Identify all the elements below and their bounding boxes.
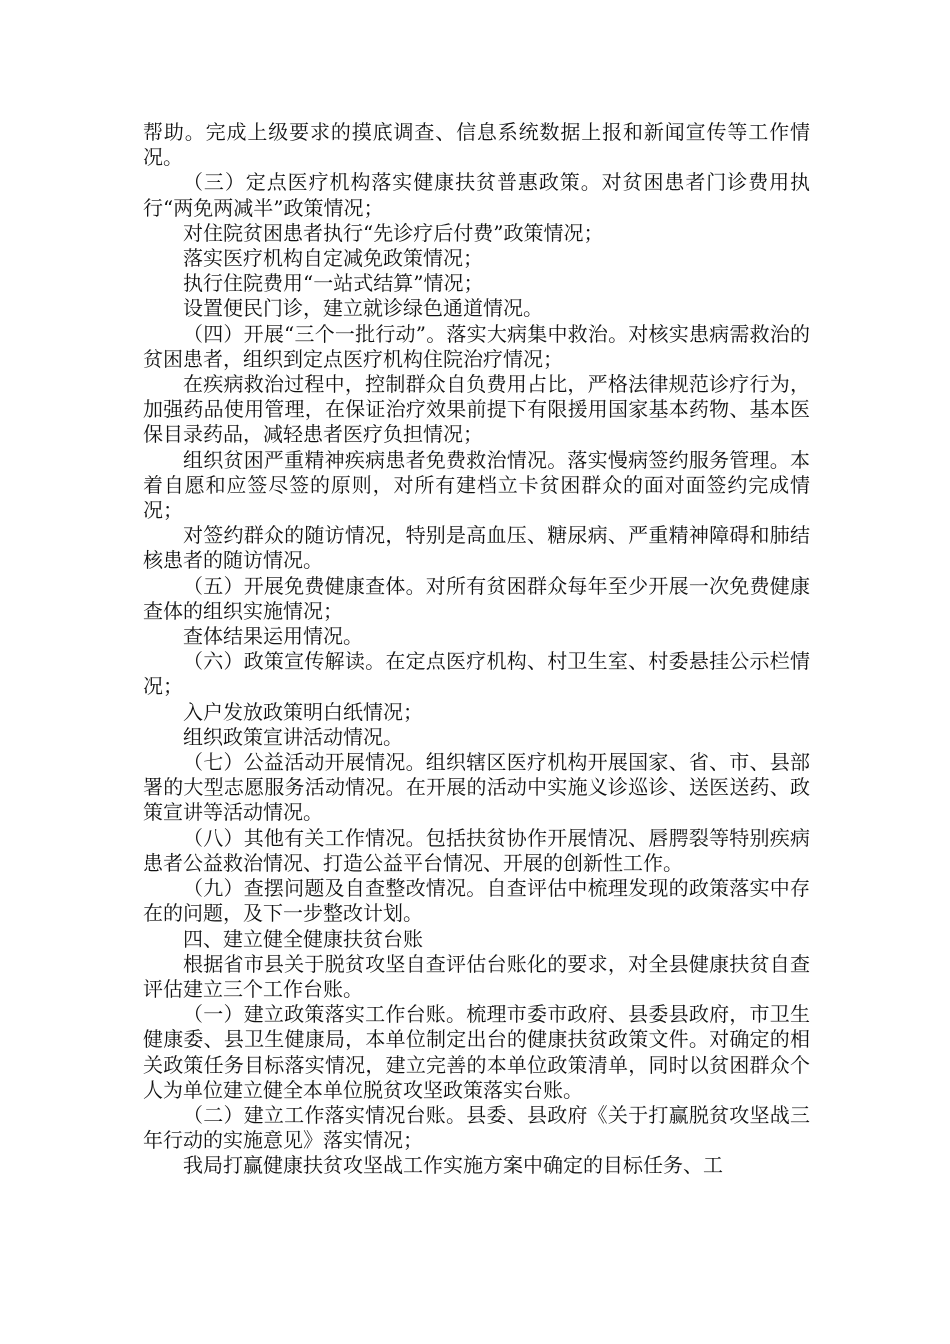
paragraph: 执行住院费用“一站式结算”情况；	[183, 271, 484, 296]
paragraph: 在疾病救治过程中，控制群众自负费用占比，严格法律规范诊疗行为，加强药品使用管理，在保证治疗效果前提下有限援用国家基本药物、基本医保目录药品，减轻患者医疗负担情况；	[143, 372, 810, 447]
document-page	[143, 120, 810, 1179]
paragraph-section-9: （九）查摆问题及自查整改情况。自查评估中梳理发现的政策落实中存在的问题，及下一步整改计划。	[143, 876, 810, 926]
paragraph: 我局打赢健康扶贫攻坚战工作实施方案中确定的目标任务、工	[183, 1153, 723, 1178]
paragraph: 入户发放政策明白纸情况；	[183, 699, 423, 724]
paragraph: 对住院贫困患者执行“先诊疗后付费”政策情况；	[183, 220, 604, 245]
paragraph-subsection-1: （一）建立政策落实工作台账。梳理市委市政府、县委县政府，市卫生健康委、县卫生健康局，本单位制定出台的健康扶贫政策文件。对确定的相关政策任务目标落实情况，建立完善的本单位政策清单，同时以贫困群众个人为单位建立健全本单位脱贫攻坚政策落实台账。	[143, 1002, 810, 1102]
paragraph: 查体结果运用情况。	[183, 624, 363, 649]
paragraph-section-4: （四）开展“三个一批行动”。落实大病集中救治。对核实患病需救治的贫困患者，组织到定点医疗机构住院治疗情况；	[143, 321, 810, 371]
paragraph-subsection-2: （二）建立工作落实情况台账。县委、县政府《关于打赢脱贫攻坚战三年行动的实施意见》落实情况；	[143, 1102, 810, 1153]
paragraph-section-7: （七）公益活动开展情况。组织辖区医疗机构开展国家、省、市、县部署的大型志愿服务活动情况。在开展的活动中实施义诊巡诊、送医送药、政策宣讲等活动情况。	[143, 750, 810, 825]
paragraph-continuation: 帮助。完成上级要求的摸底调查、信息系统数据上报和新闻宣传等工作情况。	[143, 120, 810, 170]
paragraph: 根据省市县关于脱贫攻坚自查评估台账化的要求，对全县健康扶贫自查评估建立三个工作台账。	[143, 951, 810, 1001]
paragraph: 对签约群众的随访情况，特别是高血压、糖尿病、严重精神障碍和肺结核患者的随访情况。	[143, 523, 810, 573]
paragraph: 组织贫困严重精神疾病患者免费救治情况。落实慢病签约服务管理。本着自愿和应签尽签的原则，对所有建档立卡贫困群众的面对面签约完成情况；	[143, 447, 810, 523]
paragraph: 设置便民门诊，建立就诊绿色通道情况。	[183, 296, 543, 321]
section-heading: 四、建立健全健康扶贫台账	[183, 926, 423, 951]
paragraph: 组织政策宣讲活动情况。	[183, 724, 403, 749]
paragraph-section-8: （八）其他有关工作情况。包括扶贫协作开展情况、唇腭裂等特别疾病患者公益救治情况、打造公益平台情况、开展的创新性工作。	[143, 825, 810, 875]
paragraph-section-5: （五）开展免费健康查体。对所有贫困群众每年至少开展一次免费健康查体的组织实施情况；	[143, 573, 810, 623]
paragraph-section-3: （三）定点医疗机构落实健康扶贫普惠政策。对贫困患者门诊费用执行“两免两减半”政策情况；	[143, 170, 810, 220]
paragraph-section-6: （六）政策宣传解读。在定点医疗机构、村卫生室、村委悬挂公示栏情况；	[143, 649, 810, 699]
paragraph: 落实医疗机构自定减免政策情况；	[183, 246, 483, 271]
